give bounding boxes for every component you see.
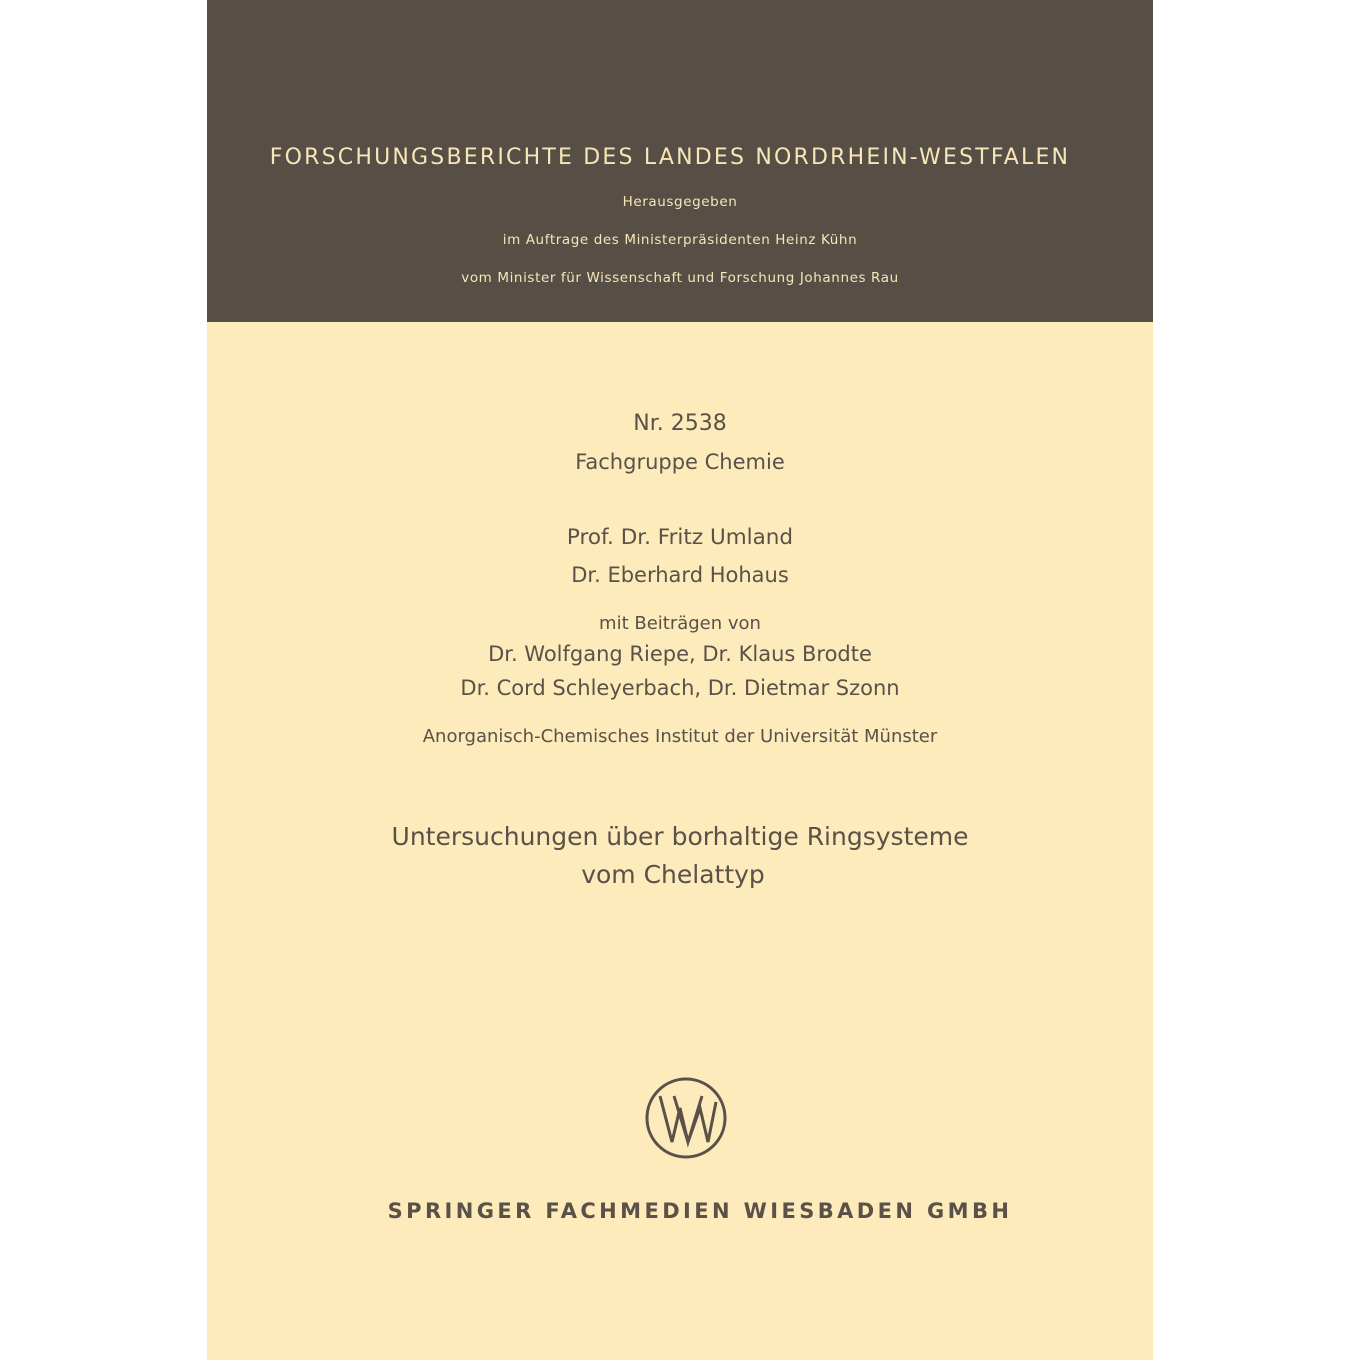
book-title-line-2: vom Chelattyp <box>581 860 765 889</box>
contributors-line-2: Dr. Cord Schleyerbach, Dr. Dietmar Szonn <box>460 676 900 700</box>
editor-line-3: vom Minister für Wissenschaft und Forschung Johannes Rau <box>461 270 899 286</box>
series-title: FORSCHUNGSBERICHTE DES LANDES NORDRHEIN-WESTFALEN <box>269 145 1071 170</box>
book-cover <box>207 0 1153 1360</box>
editor-line-1: Herausgegeben <box>622 194 738 210</box>
author-1: Prof. Dr. Fritz Umland <box>566 525 794 550</box>
author-2: Dr. Eberhard Hohaus <box>571 563 789 587</box>
subject-group: Fachgruppe Chemie <box>575 450 785 474</box>
header-band <box>207 0 1153 322</box>
contributors-intro: mit Beiträgen von <box>599 613 761 634</box>
westdeutscher-verlag-logo-icon <box>644 1076 728 1160</box>
report-number: Nr. 2538 <box>633 411 727 436</box>
editor-line-2: im Auftrage des Ministerpräsidenten Heinz Kühn <box>502 232 858 248</box>
contributors-line-1: Dr. Wolfgang Riepe, Dr. Klaus Brodte <box>488 642 872 666</box>
publisher-name: SPRINGER FACHMEDIEN WIESBADEN GMBH <box>387 1199 1013 1223</box>
book-title-line-1: Untersuchungen über borhaltige Ringsysteme <box>391 822 969 851</box>
institute: Anorganisch-Chemisches Institut der Universität Münster <box>422 726 938 747</box>
